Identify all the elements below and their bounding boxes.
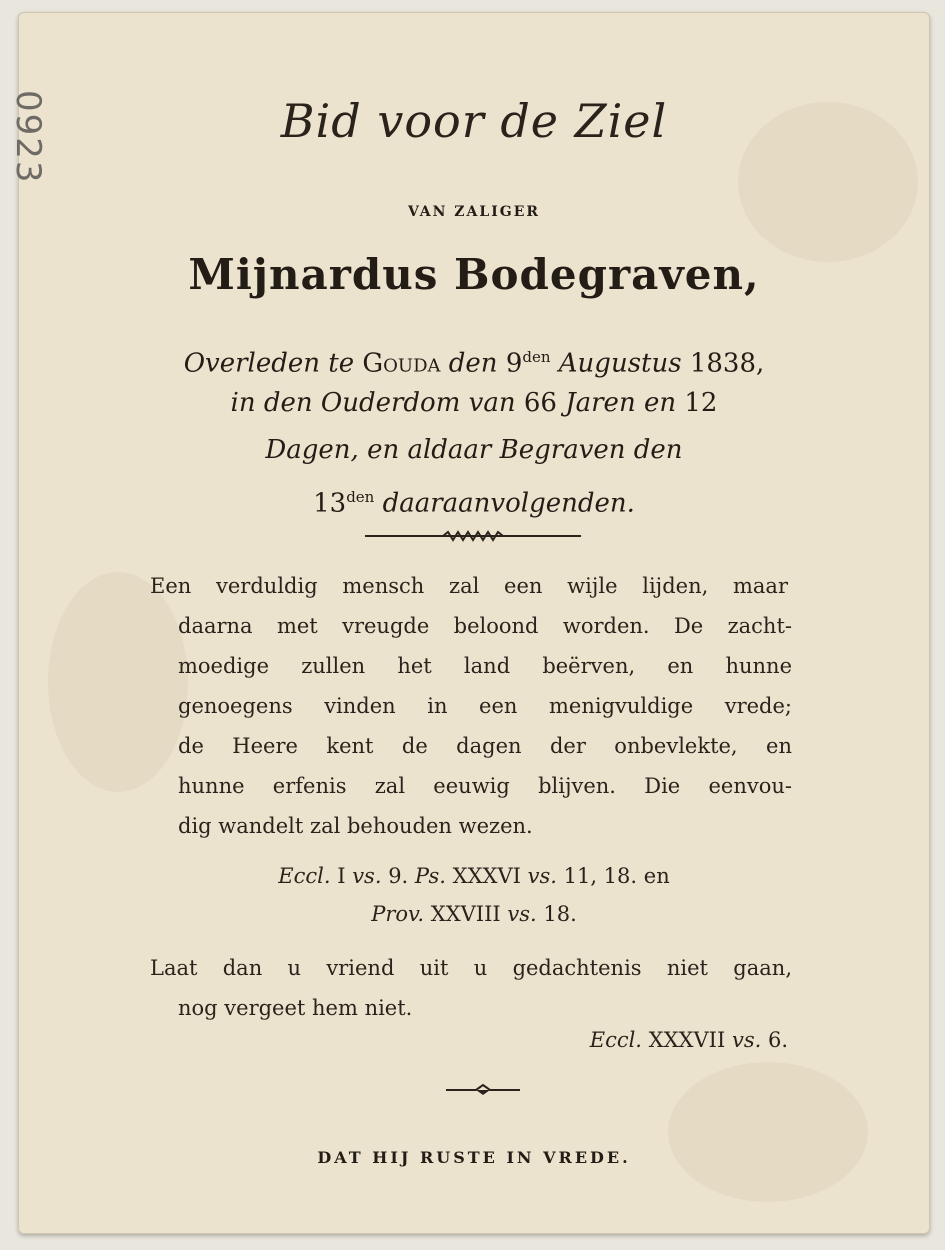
verse-line: Laat dan u vriend uit u gedachtenis niet gaan, [150,956,792,980]
scripture-reference: Prov. XXVIII vs. 18. [371,902,577,926]
verse-line: hunne erfenis zal eeuwig blijven. Die eenvou- [178,774,792,798]
death-line-4: $13^{den}$ daaraanvolgenden. [313,488,635,519]
verse-line: Een verduldig mensch zal een wijle lijden, maar [150,574,788,598]
death-line-2: in den Ouderdom van 66 Jaren en 12 [230,388,718,418]
archive-number: 0923 [8,90,48,185]
subheading: VAN ZALIGER [407,204,541,220]
verse-line: de Heere kent de dagen der onbevlekte, en [178,734,792,758]
verse-line: genoegens vinden in een menigvuldige vrede; [178,694,792,718]
paper-stain [48,572,188,792]
deceased-name: Mijnardus Bodegraven, [188,250,760,299]
closing-line: DAT HIJ RUSTE IN VREDE. [317,1148,631,1167]
scripture-reference: Eccl. I vs. 9. Ps. XXXVI vs. 11, 18. en [278,864,670,888]
scripture-reference: Eccl. XXXVII vs. 6. [589,1028,788,1052]
death-line-3: Dagen, en aldaar Begraven den [265,435,683,465]
verse-line: dig wandelt zal behouden wezen. [178,814,533,838]
verse-line: moedige zullen het land beërven, en hunne [178,654,792,678]
prayer-heading: Bid voor de Ziel [280,94,668,148]
verse-line: daarna met vreugde beloond worden. De zacht- [178,614,792,638]
paper-stain [668,1062,868,1202]
death-line-1: Overleden te Gouda den $9^{den}$ Augustus 1838, [183,348,765,379]
verse-line: nog vergeet hem niet. [178,996,413,1020]
prayer-card [8,12,930,1234]
